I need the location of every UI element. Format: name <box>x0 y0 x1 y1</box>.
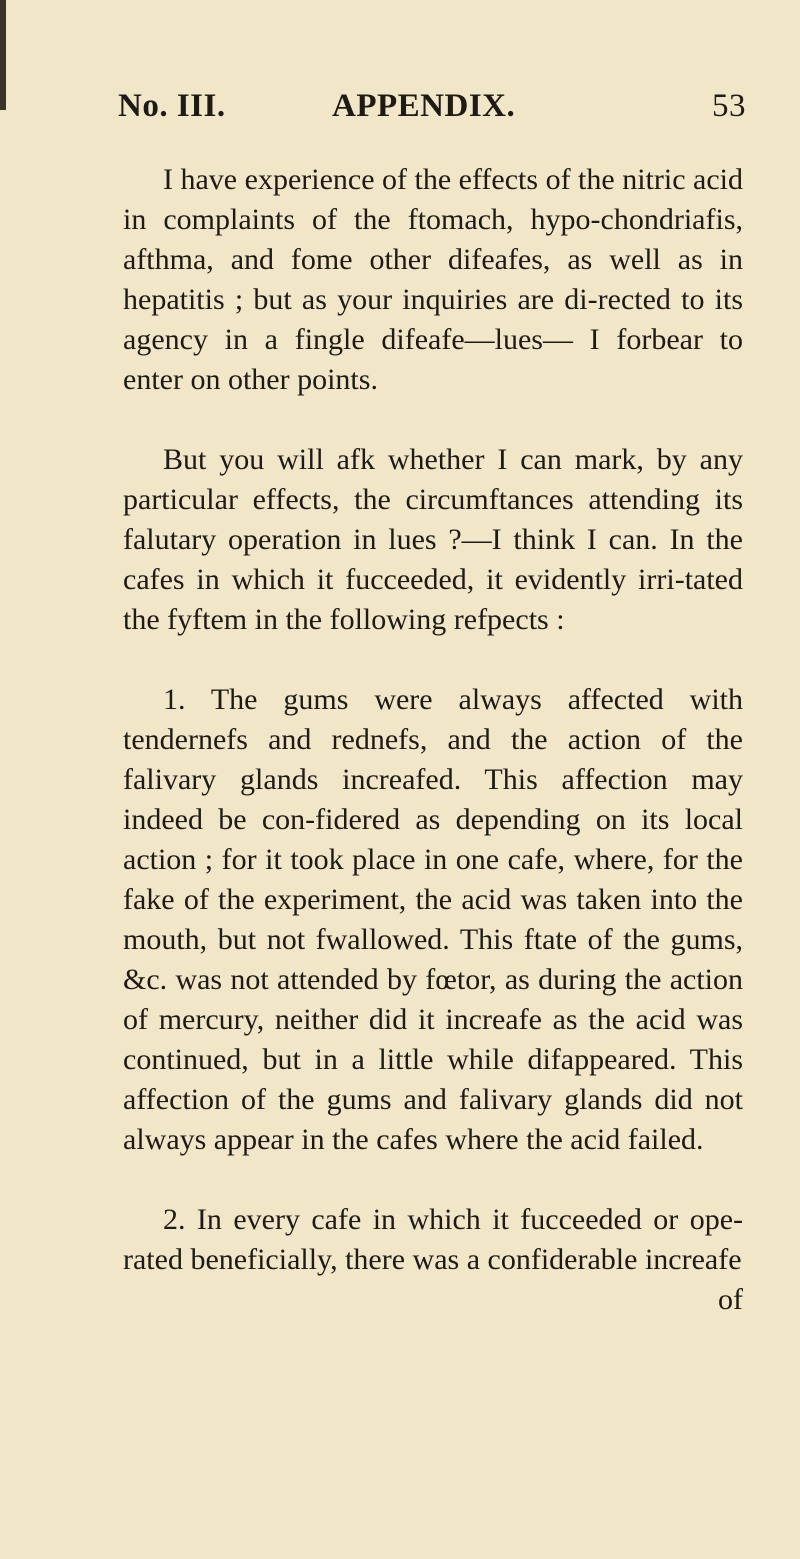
paragraph-3: 1. The gums were always affected with tendernefs and rednefs, and the action of the falivary glands increafed. This affection may indeed be con-fidered as depending on its local action ; for it took place in one cafe, where, for the fake of the experiment, the acid was taken into the mouth, but not fwallowed. This ftate of the gums, &c. was not attended by fœtor, as during the action of mercury, neither did it increafe as the acid was continued, but in a little while difappeared. This affection of the gums and falivary glands did not always appear in the cafes where the acid failed. <box>123 683 743 1156</box>
catchword: of <box>718 1283 743 1316</box>
paragraph-4: 2. In every cafe in which it fucceeded or ope-rated beneficially, there was a confiderable increafe <box>123 1203 743 1276</box>
header-number: No. III. <box>118 88 226 124</box>
page-edge <box>0 0 6 110</box>
running-header <box>118 88 746 138</box>
paragraph-2: But you will afk whether I can mark, by any particular effects, the circumftances attending its falutary operation in lues ?—I think I can. In the cafes in which it fucceeded, it evidently irri-tated the fyftem in the following refpects : <box>123 443 743 636</box>
body-text <box>123 160 743 1320</box>
page-number: 53 <box>712 88 746 124</box>
header-title: APPENDIX. <box>332 88 516 124</box>
paragraph-1: I have experience of the effects of the nitric acid in complaints of the ftomach, hypo-chondriafis, afthma, and fome other difeafes, as well as in hepatitis ; but as your inquiries are di-rected to its agency in a fingle difeafe—lues— I forbear to enter on other points. <box>123 163 743 396</box>
